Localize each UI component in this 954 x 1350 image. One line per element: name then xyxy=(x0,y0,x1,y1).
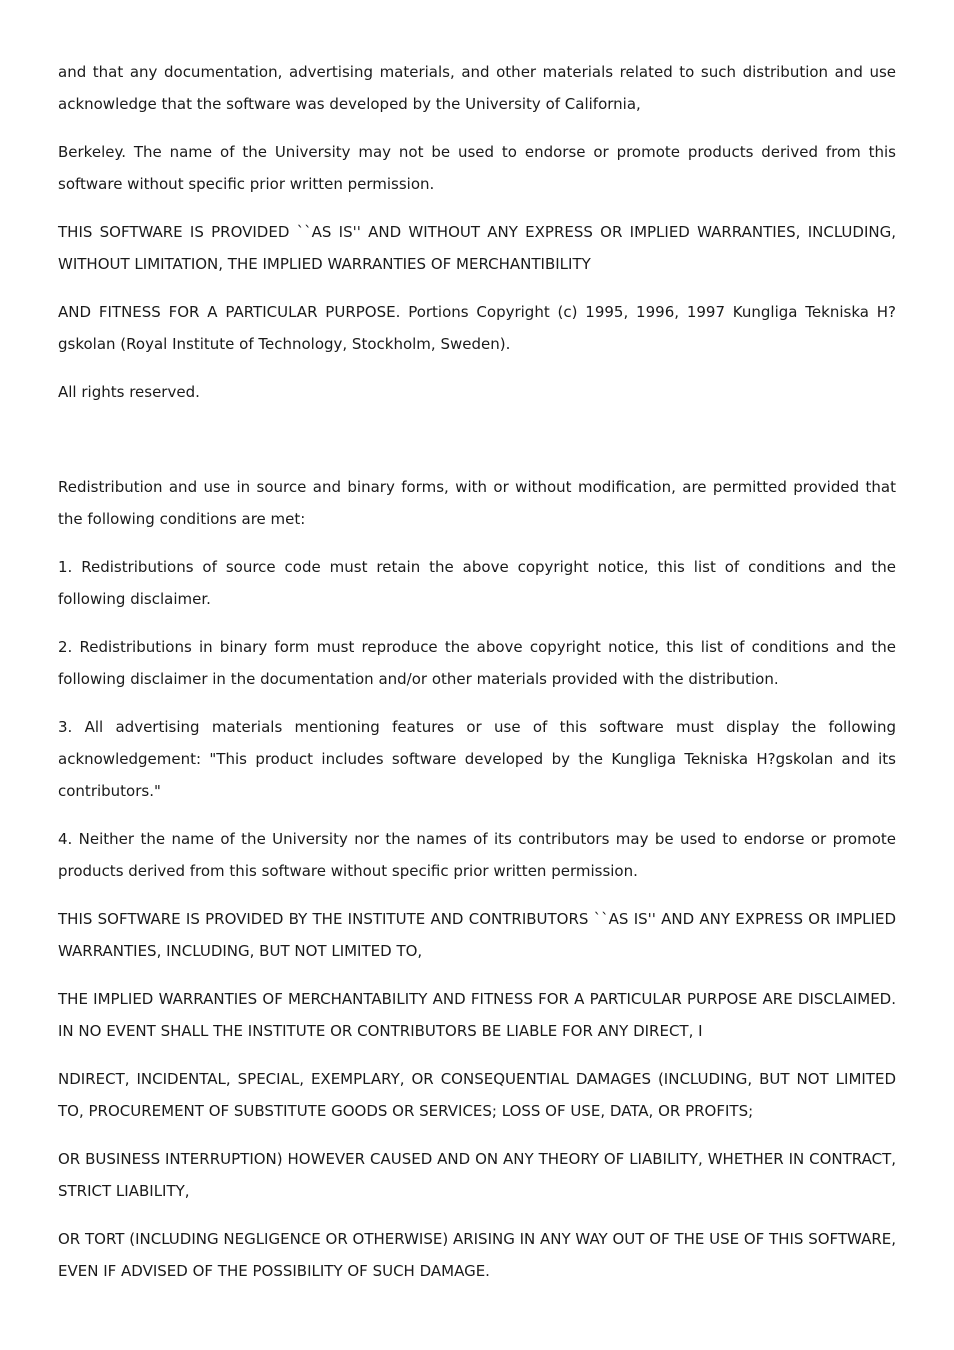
disclaimer-paragraph: THE IMPLIED WARRANTIES OF MERCHANTABILITY AND FITNESS FOR A PARTICULAR PURPOSE ARE DISCLAIMED. IN NO EVENT SHALL THE INSTITUTE OR CONTRIBUTORS BE LIABLE FOR ANY DIRECT, I xyxy=(58,990,896,1040)
license-paragraph: and that any documentation, advertising materials, and other materials related to such distribution and use acknowledge that the software was developed by the University of California, xyxy=(58,63,896,113)
license-document xyxy=(58,56,896,1303)
license-condition-3: 3. All advertising materials mentioning features or use of this software must display the following acknowledgement: "This product includes software developed by the Kungliga Tekniska H?gskolan and its contributors." xyxy=(58,718,896,800)
license-condition-4: 4. Neither the name of the University nor the names of its contributors may be used to endorse or promote products derived from this software without specific prior written permission. xyxy=(58,830,896,880)
license-paragraph: THIS SOFTWARE IS PROVIDED ``AS IS'' AND WITHOUT ANY EXPRESS OR IMPLIED WARRANTIES, INCLUDING, WITHOUT LIMITATION, THE IMPLIED WARRANTIES OF MERCHANTIBILITY xyxy=(58,223,896,273)
disclaimer-paragraph: NDIRECT, INCIDENTAL, SPECIAL, EXEMPLARY, OR CONSEQUENTIAL DAMAGES (INCLUDING, BUT NOT LIMITED TO, PROCUREMENT OF SUBSTITUTE GOODS OR SERVICES; LOSS OF USE, DATA, OR PROFITS; xyxy=(58,1070,896,1120)
disclaimer-paragraph: OR BUSINESS INTERRUPTION) HOWEVER CAUSED AND ON ANY THEORY OF LIABILITY, WHETHER IN CONTRACT, STRICT LIABILITY, xyxy=(58,1150,896,1200)
disclaimer-paragraph: THIS SOFTWARE IS PROVIDED BY THE INSTITUTE AND CONTRIBUTORS ``AS IS'' AND ANY EXPRESS OR IMPLIED WARRANTIES, INCLUDING, BUT NOT LIMITED TO, xyxy=(58,910,896,960)
rights-reserved-line: All rights reserved. xyxy=(58,383,200,401)
license-paragraph: AND FITNESS FOR A PARTICULAR PURPOSE. Portions Copyright (c) 1995, 1996, 1997 Kungliga Tekniska H?gskolan (Royal Institute of Technology, Stockholm, Sweden). xyxy=(58,303,896,353)
license-paragraph: Redistribution and use in source and binary forms, with or without modification, are permitted provided that the following conditions are met: xyxy=(58,478,896,528)
license-condition-1: 1. Redistributions of source code must retain the above copyright notice, this list of conditions and the following disclaimer. xyxy=(58,558,896,608)
disclaimer-paragraph: OR TORT (INCLUDING NEGLIGENCE OR OTHERWISE) ARISING IN ANY WAY OUT OF THE USE OF THIS SOFTWARE, EVEN IF ADVISED OF THE POSSIBILITY OF SUCH DAMAGE. xyxy=(58,1230,896,1280)
license-paragraph: Berkeley. The name of the University may not be used to endorse or promote products derived from this software without specific prior written permission. xyxy=(58,143,896,193)
license-condition-2: 2. Redistributions in binary form must reproduce the above copyright notice, this list of conditions and the following disclaimer in the documentation and/or other materials provided with the distribution. xyxy=(58,638,896,688)
